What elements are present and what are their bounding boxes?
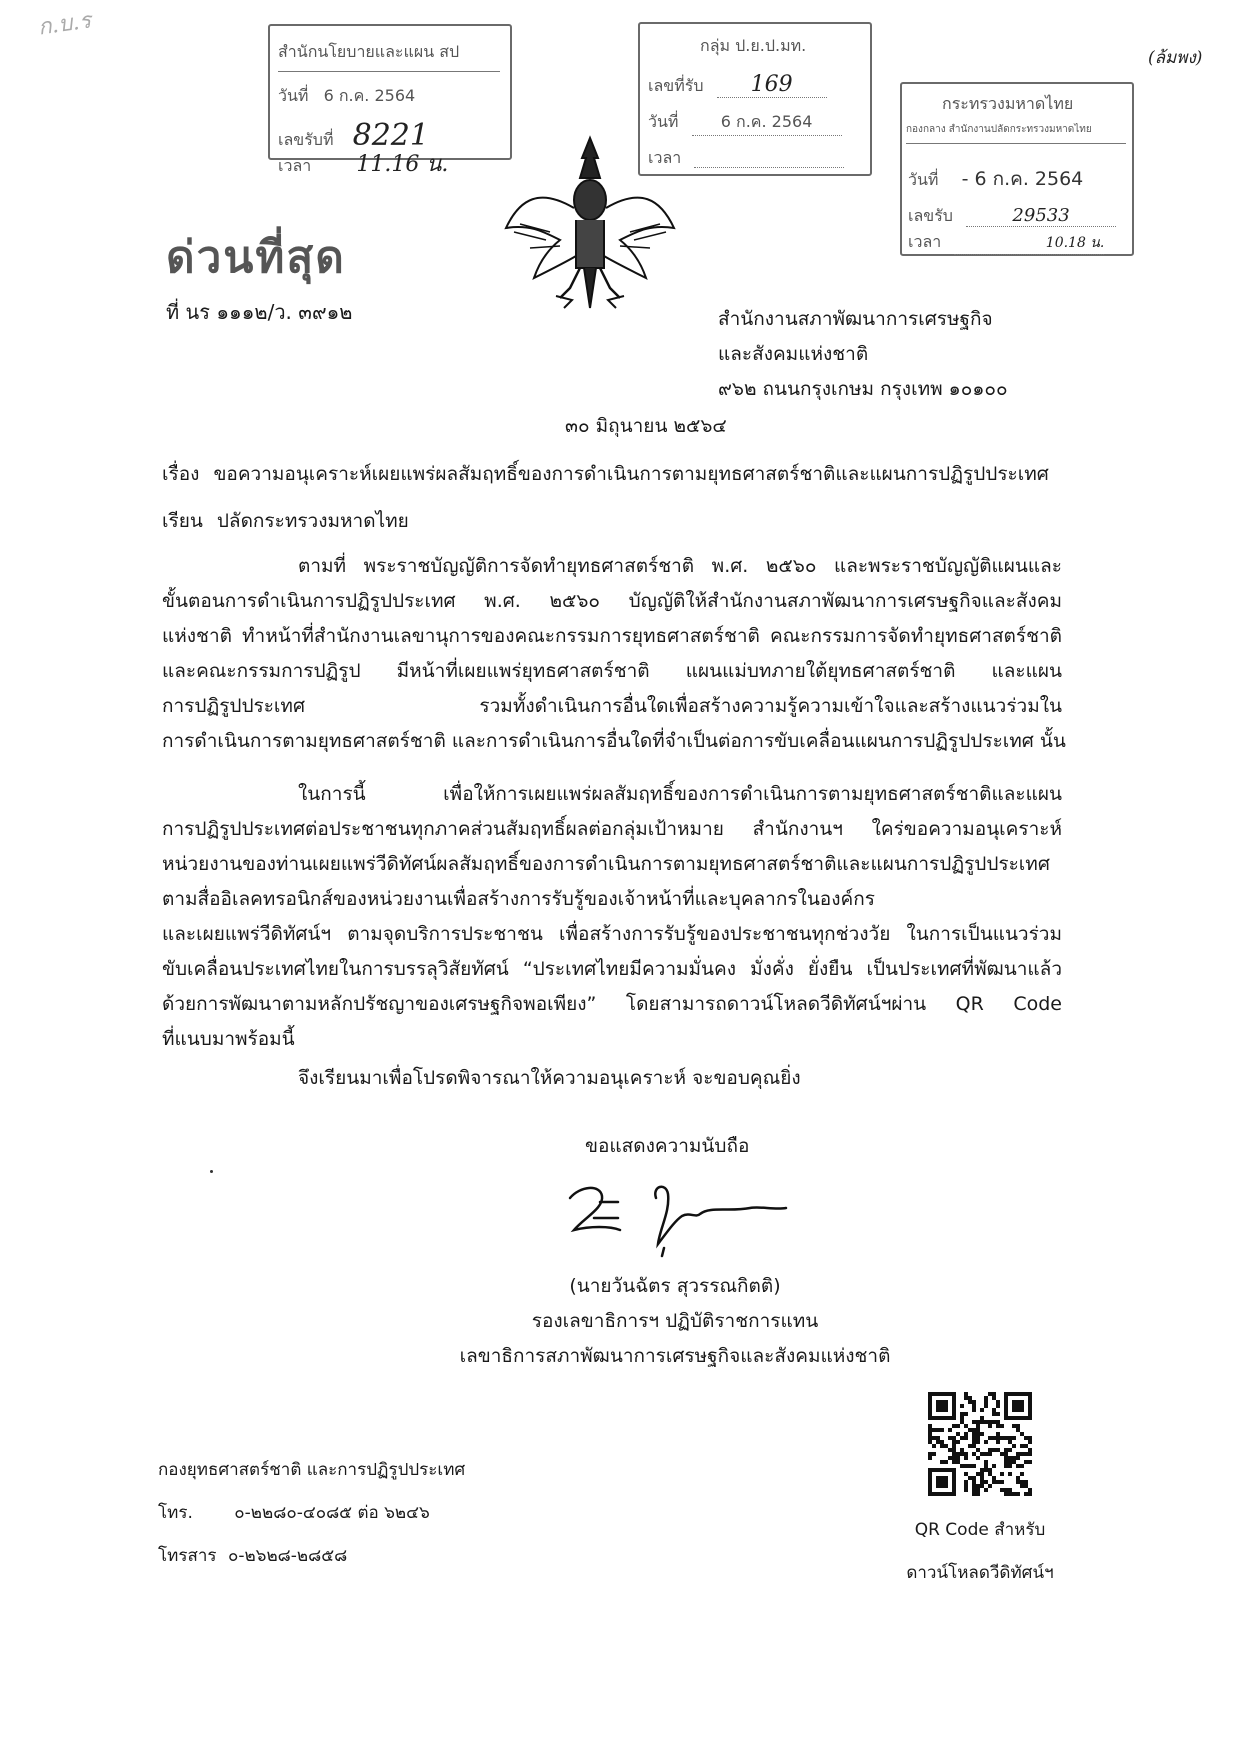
paragraph-line: และเผยแพร่วีดิทัศน์ฯ ตามจุดบริการประชาชน เพื่อสร้างการรับรู้ของประชาชนทุกช่วงวัย ในการเป็นแนวร่วม: [162, 923, 1062, 945]
signature-icon: [560, 1168, 800, 1258]
stamp-right-recv-row: [908, 204, 1116, 229]
paragraph-line: ในการนี้ เพื่อให้การเผยแพร่ผลสัมฤทธิ์ของการดำเนินการตามยุทธศาสตร์ชาติและแผน: [298, 783, 1062, 805]
footer-fax-row: [158, 1546, 347, 1566]
sender-address-line-3: ๙๖๒ ถนนกรุงเกษม กรุงเทพ ๑๐๑๐๐: [718, 378, 1008, 400]
paragraph-line: ตามสื่ออิเลคทรอนิกส์ของหน่วยงานเพื่อสร้างการรับรู้ของเจ้าหน้าที่และบุคลากรในองค์กร: [162, 888, 875, 910]
stamp-right-time-row: [908, 230, 1104, 255]
stamp-mid-time-label: เวลา: [648, 148, 682, 167]
stamp-mid-no-row: [648, 72, 827, 99]
stamp-recv-label: เลขรับที่: [278, 130, 334, 149]
stamp-date-label: วันที่: [278, 86, 309, 105]
signer-title-1: รองเลขาธิการฯ ปฏิบัติราชการแทน: [531, 1310, 819, 1332]
footer-tel-row: [158, 1503, 430, 1523]
signer-block: [440, 1275, 910, 1380]
body-paragraph-1: [162, 549, 1066, 759]
stamp-mid-date-value: 6 ก.ค. 2564: [692, 110, 842, 136]
stamp-mid-no-label: เลขที่รับ: [648, 76, 704, 95]
paragraph-line: ขั้นตอนการดำเนินการปฏิรูปประเทศ พ.ศ. ๒๕๖๐ บัญญัติให้สำนักงานสภาพัฒนาการเศรษฐกิจและสังคม: [162, 590, 1062, 612]
closing-request: จึงเรียนมาเพื่อโปรดพิจารณาให้ความอนุเคราะห์ จะขอบคุณยิ่ง: [298, 1067, 801, 1089]
stamp-time-value: 11.16 น.: [356, 152, 449, 177]
footer-tel: ๐-๒๒๘๐-๔๐๘๕ ต่อ ๖๒๔๖: [234, 1503, 430, 1523]
sender-address-line-2: และสังคมแห่งชาติ: [718, 343, 869, 365]
stamp-right-recv-label: เลขรับ: [908, 206, 953, 225]
stamp-right-date-row: [908, 164, 1083, 194]
to-recipient: ปลัดกระทรวงมหาดไทย: [216, 510, 409, 532]
salutation-line: [162, 510, 409, 533]
garuda-emblem-icon: [500, 128, 680, 318]
stamp-time-label: เวลา: [278, 156, 312, 175]
sender-address-line-1: สำนักงานสภาพัฒนาการเศรษฐกิจ: [718, 308, 993, 330]
subject-text: ขอความอนุเคราะห์เผยแพร่ผลสัมฤทธิ์ของการดำเนินการตามยุทธศาสตร์ชาติและแผนการปฏิรูปประเทศ: [213, 463, 1049, 485]
qr-code-icon: [928, 1392, 1032, 1496]
stamp-date-value: 6 ก.ค. 2564: [323, 86, 416, 105]
urgency-stamp: ด่วนที่สุด: [166, 232, 346, 283]
stamp-right-time-label: เวลา: [908, 232, 942, 251]
corner-mark-top-left: ก.บ.ร: [36, 8, 93, 41]
stamp-right-date-label: วันที่: [908, 170, 939, 189]
signer-title-2: เลขาธิการสภาพัฒนาการเศรษฐกิจและสังคมแห่งชาติ: [459, 1345, 891, 1367]
corner-mark-top-right: (ล้มพง): [1148, 48, 1203, 68]
stamp-right-subtitle: กองกลาง สำนักงานปลัดกระทรวงมหาดไทย: [906, 122, 1126, 144]
receiving-stamp-policy-office: [268, 24, 512, 177]
stamp-mid-date-label: วันที่: [648, 112, 679, 131]
qr-caption-line-1: QR Code สำหรับ: [914, 1520, 1046, 1540]
paragraph-line: การปฏิรูปประเทศ รวมทั้งดำเนินการอื่นใดเพื่อสร้างความรู้ความเข้าใจและสร้างแนวร่วมใน: [162, 695, 1062, 717]
stamp-right-title: กระทรวงมหาดไทย: [942, 94, 1074, 113]
paragraph-line: ที่แนบมาพร้อมนี้: [162, 1028, 295, 1050]
paragraph-line: การดำเนินการตามยุทธศาสตร์ชาติ และการดำเนินการอื่นใดที่จำเป็นต่อการขับเคลื่อนแผนการปฏิรูปประเทศ นั้น: [162, 730, 1066, 752]
paragraph-line: ด้วยการพัฒนาตามหลักปรัชญาของเศรษฐกิจพอเพียง” โดยสามารถดาวน์โหลดวีดิทัศน์ฯผ่าน QR Code: [162, 993, 1062, 1015]
subject-label: เรื่อง: [162, 463, 200, 485]
document-number: ที่ นร ๑๑๑๒/ว. ๓๙๑๒: [166, 300, 353, 324]
stamp-right-recv-value: 29533: [966, 205, 1116, 227]
stamp-right-time-value: 10.18 น.: [954, 232, 1104, 255]
letter-date: ๓๐ มิถุนายน ๒๕๖๔: [565, 415, 727, 437]
footer-division: กองยุทธศาสตร์ชาติ และการปฏิรูปประเทศ: [158, 1460, 466, 1480]
paragraph-line: การปฏิรูปประเทศต่อประชาชนทุกภาคส่วนสัมฤทธิ์ผลต่อกลุ่มเป้าหมาย สำนักงานฯ ใคร่ขอความอนุเคราะห์: [162, 818, 1062, 840]
stamp-recv-value: 8221: [352, 118, 429, 153]
footer-fax: ๐-๒๖๒๘-๒๘๕๘: [227, 1546, 348, 1566]
paragraph-line: ตามที่ พระราชบัญญัติการจัดทำยุทธศาสตร์ชาติ พ.ศ. ๒๕๖๐ และพระราชบัญญัติแผนและ: [298, 555, 1062, 577]
paragraph-line: หน่วยงานของท่านเผยแพร่วีดิทัศน์ผลสัมฤทธิ์ของการดำเนินการตามยุทธศาสตร์ชาติและแผนการปฏิรูปประเทศ: [162, 853, 1050, 875]
qr-caption-line-2: ดาวน์โหลดวีดิทัศน์ฯ: [906, 1563, 1054, 1583]
stamp-mid-title: กลุ่ม ป.ย.ป.มท.: [700, 36, 807, 55]
stamp-title: สำนักนโยบายและแผน สป: [278, 40, 500, 72]
stamp-mid-no-value: 169: [717, 72, 827, 98]
paragraph-line: ขับเคลื่อนประเทศไทยในการบรรลุวิสัยทัศน์ “ประเทศไทยมีความมั่นคง มั่งคั่ง ยั่งยืน เป็นประเทศที่พัฒนาแล้ว: [162, 958, 1062, 980]
footer-tel-label: โทร.: [158, 1503, 193, 1523]
stamp-date-row: [278, 84, 415, 109]
scan-speck: [210, 1170, 213, 1173]
to-label: เรียน: [162, 510, 203, 532]
stamp-right-date-value: - 6 ก.ค. 2564: [961, 168, 1084, 190]
stamp-time-row: [278, 146, 448, 181]
body-paragraph-2: [162, 777, 1062, 1057]
signer-name: (นายวันฉัตร สุวรรณกิตติ): [569, 1275, 781, 1297]
paragraph-line: แห่งชาติ ทำหน้าที่สำนักงานเลขานุการของคณะกรรมการยุทธศาสตร์ชาติ คณะกรรมการจัดทำยุทธศาสตร์ชาติ: [162, 625, 1062, 647]
paragraph-line: และคณะกรรมการปฏิรูป มีหน้าที่เผยแพร่ยุทธศาสตร์ชาติ แผนแม่บทภายใต้ยุทธศาสตร์ชาติ และแผน: [162, 660, 1062, 682]
receiving-stamp-ministry: [900, 82, 1134, 256]
footer-fax-label: โทรสาร: [158, 1546, 217, 1566]
subject-line: [162, 463, 1049, 486]
closing-salutation: ขอแสดงความนับถือ: [585, 1135, 750, 1157]
